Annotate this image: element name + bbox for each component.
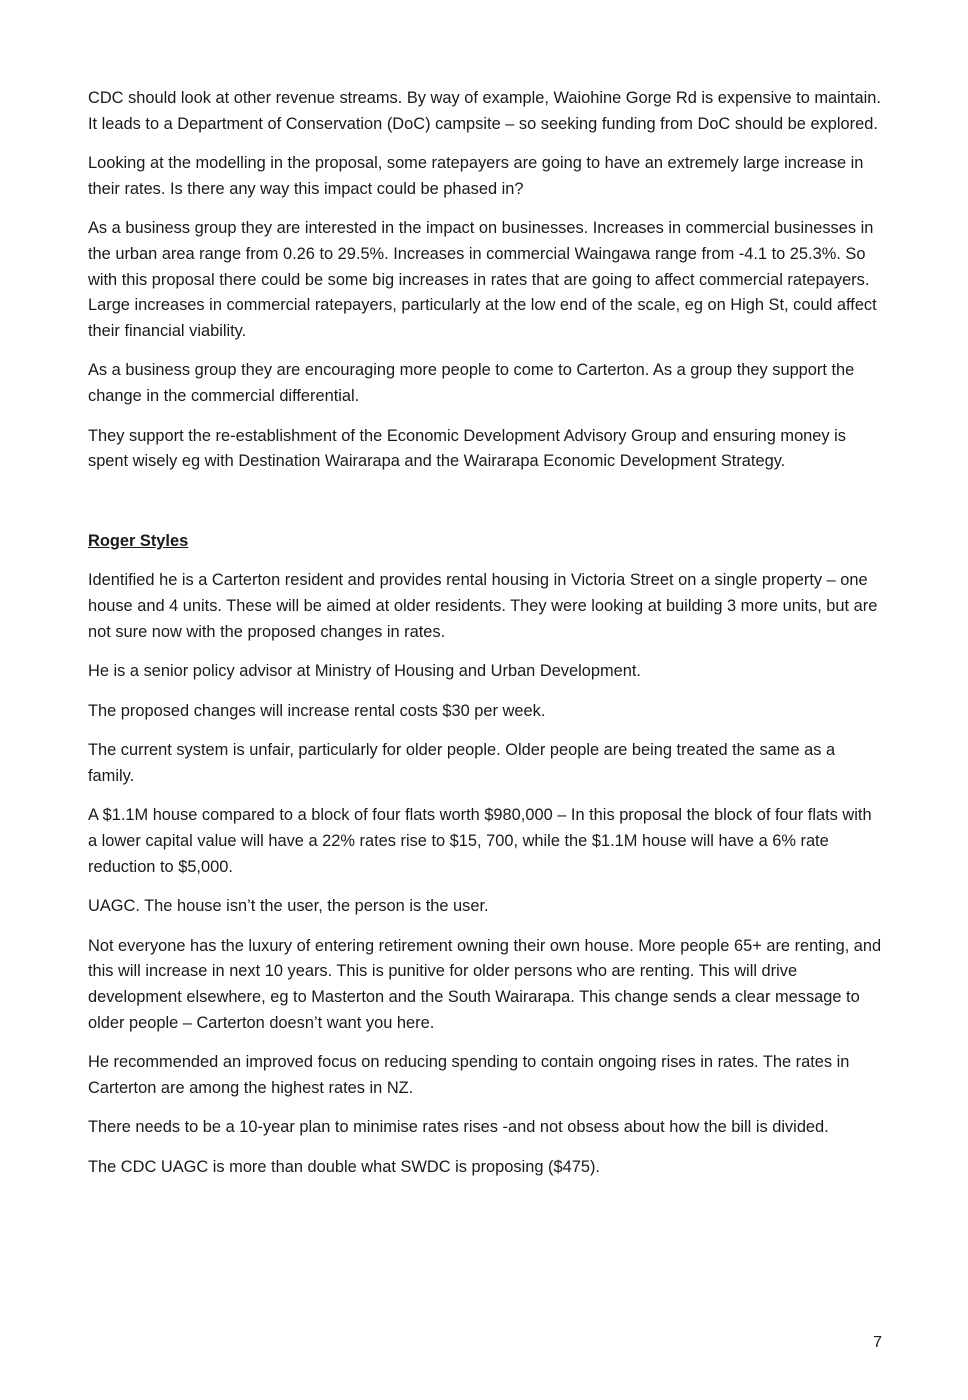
paragraph-rental-housing: Identified he is a Carterton resident and provides rental housing in Victoria Street on a single property – one house and 4 units. These will be aimed at older residents. They were looking at building 3 more units, but are not sure now with the proposed changes in rates.: [88, 571, 878, 641]
paragraph-rental-costs: The proposed changes will increase rental costs $30 per week.: [88, 701, 546, 720]
paragraph-policy-advisor: He is a senior policy advisor at Ministry of Housing and Urban Development.: [88, 662, 641, 681]
document-body: [88, 86, 884, 1195]
paragraph-unfair-system: The current system is unfair, particularly for older people. Older people are being treated the same as a family.: [88, 741, 836, 785]
paragraph-ten-year-plan: There needs to be a 10-year plan to minimise rates rises -and not obsess about how the bill is divided.: [88, 1118, 829, 1137]
paragraph-uagc-comparison: The CDC UAGC is more than double what SWDC is proposing ($475).: [88, 1158, 600, 1176]
paragraph-economic-development: They support the re-establishment of the Economic Development Advisory Group and ensuring money is spent wisely eg with Destination Wairarapa and the Wairarapa Economic Development Strategy.: [88, 426, 847, 471]
paragraph-business-impact: As a business group they are interested in the impact on businesses. Increases in commercial businesses in the urban area range from 0.26 to 29.5%. Increases in commercial Waingawa range from -4.1 to 25.3%. So with this proposal there could be some big increases in rates that are going to affect commercial ratepayers. Large increases in commercial ratepayers, particularly at the low end of the scale, eg on High St, could affect their financial viability.: [88, 219, 877, 340]
paragraph-uagc-user: UAGC. The house isn’t the user, the person is the user.: [88, 897, 489, 916]
paragraph-retirement-renting: Not everyone has the luxury of entering retirement owning their own house. More people 65+ are renting, and this will increase in next 10 years. This is punitive for older persons who are renting. This will drive development elsewhere, eg to Masterton and the South Wairarapa. This change sends a clear message to older people – Carterton doesn’t want you here.: [88, 936, 882, 1032]
paragraph-phased-increase: Looking at the modelling in the proposal, some ratepayers are going to have an extremely large increase in their rates. Is there any way this impact could be phased in?: [88, 154, 864, 198]
paragraph-revenue-streams: CDC should look at other revenue streams. By way of example, Waiohine Gorge Rd is expensive to maintain. It leads to a Department of Conservation (DoC) campsite – so seeking funding from DoC should be explored.: [88, 89, 881, 133]
paragraph-commercial-differential: As a business group they are encouraging more people to come to Carterton. As a group they support the change in the commercial differential.: [88, 361, 855, 405]
page-number: 7: [873, 1334, 882, 1351]
paragraph-reduce-spending: He recommended an improved focus on reducing spending to contain ongoing rises in rates. The rates in Carterton are among the highest rates in NZ.: [88, 1053, 850, 1097]
paragraph-house-comparison: A $1.1M house compared to a block of four flats worth $980,000 – In this proposal the block of four flats with a lower capital value will have a 22% rates rise to $15, 700, while the $1.1M house will have a 6% rate reduction to $5,000.: [88, 806, 872, 876]
section-spacer: [88, 489, 884, 529]
section-heading-roger-styles: Roger Styles: [88, 531, 189, 550]
